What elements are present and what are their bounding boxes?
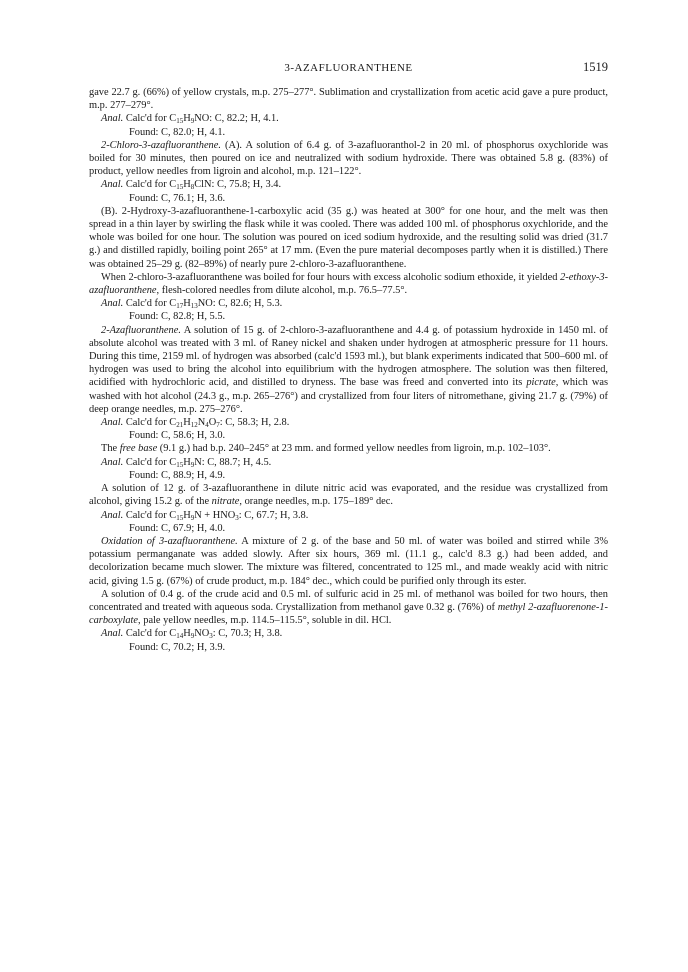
subscript: 15 [176, 513, 184, 522]
paragraph-text: , which was washed with hot alcohol (24.3 g., m.p. 265–276°) and crystallized from four liters of nitromethane, giving 21.7 g. (79%) of deep orange needles, m.p. 275–276°. [89, 377, 608, 415]
paragraph-azafluoranthene [89, 324, 608, 416]
paragraph-nitrate [89, 482, 608, 508]
analysis-calculated [89, 627, 608, 640]
paragraph-ester [89, 588, 608, 628]
paragraph-text: A solution of 15 g. of 2-chloro-3-azafluoranthene and 4.4 g. of potassium hydroxide in 1450 ml. of absolute alcohol was treated with 3 ml. of Raney nickel and shaken under hydrogen at atmospheric pressure for 11 hours. During this time, 2159 ml. of hydrogen was absorbed (calc'd 1593 ml.), but blank experiments indicated that 500–600 ml. of hydrogen was used to bring the alcohol into equilibrium with the hydrogen atmosphere. The solution was then filtered, acidified with hydrochloric acid, and distilled to dryness. The base was freed and converted into its [89, 324, 608, 389]
analysis-found: Found: C, 58.6; H, 3.0. [129, 430, 226, 442]
anal-text: O [208, 417, 217, 429]
anal-text: H [183, 417, 191, 429]
analysis-calculated [89, 509, 608, 522]
subscript: 13 [190, 302, 198, 311]
subscript: 3 [235, 513, 239, 522]
anal-text: N + HNO [194, 509, 236, 521]
subscript: 14 [176, 632, 184, 641]
anal-text: Calc'd for C [123, 628, 177, 640]
anal-text: H [183, 509, 191, 521]
anal-text: : C, 70.3; H, 3.8. [212, 628, 283, 640]
subscript: 12 [190, 421, 198, 430]
article-body [89, 86, 608, 654]
subscript: 9 [190, 513, 195, 522]
anal-text: H [183, 179, 191, 191]
section-heading: Oxidation of 3-azafluoranthene. [101, 535, 238, 547]
anal-text: Calc'd for C [123, 179, 177, 191]
anal-label: Anal. [101, 509, 124, 521]
paragraph-text: The [101, 443, 120, 455]
analysis-found: Found: C, 82.0; H, 4.1. [129, 126, 226, 138]
anal-text: H [183, 628, 191, 640]
subscript: 8 [190, 183, 195, 192]
compound-name: free base [119, 443, 158, 455]
paragraph-chloro-a [89, 139, 608, 179]
anal-label: Anal. [101, 628, 124, 640]
paragraph-text: (9.1 g.) had b.p. 240–245° at 23 mm. and formed yellow needles from ligroin, m.p. 102–103°. [157, 443, 551, 455]
anal-text: NO: C, 82.2; H, 4.1. [194, 113, 279, 125]
anal-text: NO [194, 628, 210, 640]
anal-text: NO: C, 82.6; H, 5.3. [197, 298, 283, 310]
paragraph-text: When 2-chloro-3-azafluoranthene was boiled for four hours with excess alcoholic sodium ethoxide, it yielded [101, 271, 561, 283]
paragraph-text: A mixture of 2 g. of the base and 50 ml. of water was boiled and stirred while 3% potassium permanganate was added slowly. After six hours, 369 ml. (11.1 g., calc'd 8.3 g.) had been added, and decolorization became much slower. The mixture was filtered, concentrated to 125 ml., and made weakly acid with nitric acid, giving 1.5 g. (67%) of crude product, m.p. 184° dec., which could be purified only through its ester. [89, 535, 608, 587]
anal-text: Calc'd for C [123, 509, 177, 521]
anal-text: N [197, 417, 206, 429]
anal-text: H [183, 456, 191, 468]
paragraph-free-base [89, 442, 608, 455]
anal-text: Calc'd for C [123, 113, 177, 125]
page-number: 1519 [583, 60, 608, 74]
anal-text: H [183, 298, 191, 310]
analysis-found: Found: C, 76.1; H, 3.6. [129, 192, 226, 204]
paragraph-chloro-b: (B). 2-Hydroxy-3-azafluoranthene-1-carboxylic acid (35 g.) was heated at 300° for one hour, and the melt was then spread in a thin layer by swirling the flask while it was cooled. There was added 100 ml. of phosphorus oxychloride, and the whole was boiled for one hour. The solution was poured on iced sodium hydroxide, and the resulting solid was dried (31.7 g.) and distilled rapidly, boiling point 265° at 17 mm. (Even the pure material decomposes partly when it is distilled.) There was obtained 25–29 g. (82–89%) of nearly pure 2-chloro-3-azafluoranthene. [89, 205, 608, 270]
paragraph-text: A solution of 0.4 g. of the crude acid and 0.5 ml. of sulfuric acid in 25 ml. of methanol was boiled for two hours, then concentrated and treated with aqueous soda. Crystallization from methanol gave 0.32 g. (76%) of [89, 588, 608, 613]
subscript: 9 [190, 117, 195, 126]
compound-name: picrate [526, 377, 556, 389]
subscript: 15 [176, 460, 184, 469]
subscript: 15 [176, 117, 184, 126]
subscript: 4 [205, 421, 209, 430]
paragraph-text: (A). A solution of 6.4 g. of 3-azafluoranthol-2 in 20 ml. of phosphorus oxychloride was boiled for 30 minutes, then poured on ice and neutralized with sodium hydroxide. There was obtained 5.8 g. (83%) of product, yellow needles from ligroin and alcohol, m.p. 121–122°. [89, 139, 608, 178]
analysis-calculated [89, 178, 608, 191]
paragraph-yield: gave 22.7 g. (66%) of yellow crystals, m.p. 275–277°. Sublimation and crystallization from acetic acid gave a pure product, m.p. 277–279°. [89, 87, 608, 112]
analysis-calculated [89, 456, 608, 469]
compound-name: methyl 2-azafluorenone-1-carboxylate [89, 601, 608, 627]
anal-text: N: C, 88.7; H, 4.5. [194, 456, 272, 468]
subscript: 9 [190, 460, 195, 469]
paragraph-ethoxy [89, 271, 608, 297]
section-heading: 2-Chloro-3-azafluoranthene. [101, 139, 221, 151]
running-title: 3-AZAFLUORANTHENE [284, 62, 413, 74]
analysis-calculated [89, 112, 608, 125]
analysis-found: Found: C, 82.8; H, 5.5. [129, 311, 226, 323]
subscript: 15 [176, 183, 184, 192]
analysis-calculated [89, 416, 608, 429]
compound-name: 2-ethoxy-3-azafluoranthene [89, 271, 608, 297]
paragraph-text: , flesh-colored needles from dilute alcohol, m.p. 76.5–77.5°. [156, 285, 408, 297]
analysis-found: Found: C, 70.2; H, 3.9. [129, 641, 226, 653]
running-head [89, 62, 608, 86]
analysis-found: Found: C, 88.9; H, 4.9. [129, 469, 226, 481]
anal-text: Calc'd for C [123, 417, 177, 429]
section-heading: 2-Azafluoranthene. [101, 324, 181, 336]
anal-text: H [183, 113, 191, 125]
anal-label: Anal. [101, 298, 124, 310]
subscript: 21 [176, 421, 184, 430]
compound-name: nitrate [211, 496, 240, 508]
paragraph-oxidation [89, 535, 608, 588]
paragraph-text: , pale yellow needles, m.p. 114.5–115.5°, soluble in dil. HCl. [138, 615, 392, 627]
paragraph-text: , orange needles, m.p. 175–189° dec. [239, 496, 393, 508]
subscript: 9 [190, 632, 195, 641]
subscript: 7 [216, 421, 220, 430]
analysis-found: Found: C, 67.9; H, 4.0. [129, 522, 226, 534]
anal-label: Anal. [101, 417, 124, 429]
anal-text: Calc'd for C [123, 298, 177, 310]
anal-label: Anal. [101, 456, 124, 468]
anal-label: Anal. [101, 179, 124, 191]
subscript: 3 [209, 632, 213, 641]
anal-text: Calc'd for C [123, 456, 177, 468]
analysis-calculated [89, 297, 608, 310]
anal-text: : C, 67.7; H, 3.8. [238, 509, 309, 521]
anal-label: Anal. [101, 113, 124, 125]
anal-text: ClN: C, 75.8; H, 3.4. [194, 179, 282, 191]
paragraph-text: A solution of 12 g. of 3-azafluoranthene in dilute nitric acid was evaporated, and the residue was crystallized from alcohol, giving 15.2 g. of the [89, 483, 608, 508]
anal-text: : C, 58.3; H, 2.8. [219, 417, 290, 429]
subscript: 17 [176, 302, 184, 311]
